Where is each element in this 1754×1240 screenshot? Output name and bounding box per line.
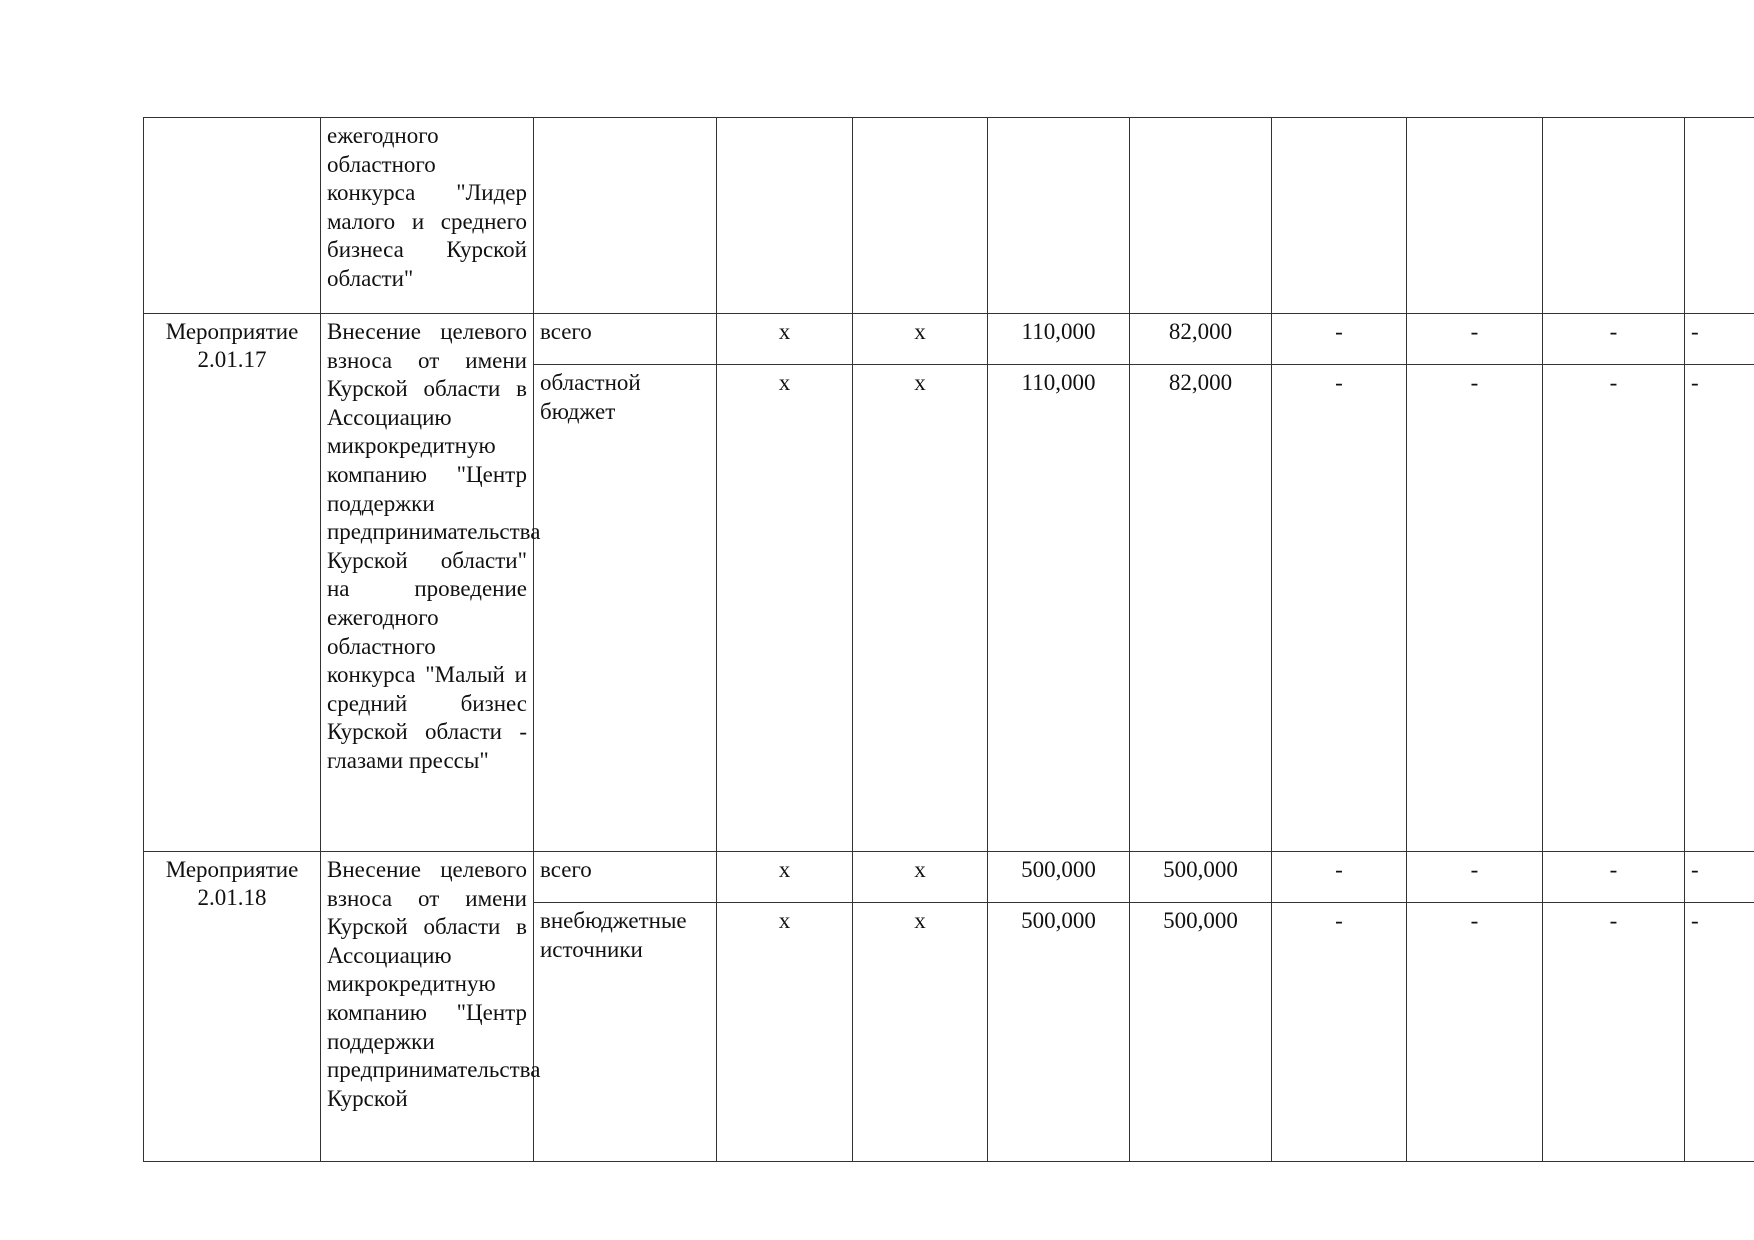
value-cell: - (1407, 852, 1543, 903)
value-cell: - (1543, 903, 1685, 1162)
event-code-cell (144, 852, 321, 1162)
source-cell: областной бюджет (534, 365, 717, 852)
value-cell: - (1407, 903, 1543, 1162)
table-row (144, 314, 1754, 365)
event-code-cell (144, 314, 321, 852)
value-cell: - (1685, 365, 1754, 852)
value-cell: 110,000 (988, 365, 1130, 852)
event-description-cell (321, 118, 534, 314)
value-cell: - (1685, 852, 1754, 903)
value-cell: х (717, 903, 853, 1162)
value-cell: - (1543, 852, 1685, 903)
event-code-label: Мероприятие (165, 857, 299, 882)
value-cell: х (853, 852, 988, 903)
value-cell: 500,000 (1130, 903, 1272, 1162)
value-cell: 500,000 (988, 852, 1130, 903)
value-cell: 82,000 (1130, 365, 1272, 852)
value-cell: х (717, 852, 853, 903)
value-cell: - (1685, 314, 1754, 365)
event-description: ежегодного областного конкурса "Лидер малого и среднего бизнеса Курской области" (327, 123, 527, 291)
event-code-label: Мероприятие (165, 319, 299, 344)
budget-table (143, 117, 1754, 1162)
event-description: Внесение целевого взноса от имени Курской области в Ассоциацию микрокредитную компанию "Центр поддержки предпринимательства Курской (327, 857, 541, 1111)
value-cell (853, 118, 988, 314)
table-row (144, 118, 1754, 314)
value-cell: - (1685, 903, 1754, 1162)
value-cell: - (1272, 314, 1407, 365)
value-cell: - (1407, 314, 1543, 365)
value-cell: х (717, 314, 853, 365)
value-cell: 500,000 (1130, 852, 1272, 903)
value-cell: 82,000 (1130, 314, 1272, 365)
event-description-cell (321, 314, 541, 852)
value-cell: - (1543, 365, 1685, 852)
value-cell (1685, 118, 1754, 314)
value-cell: - (1543, 314, 1685, 365)
source-cell: внебюджетные источники (534, 903, 717, 1162)
event-description-cell (321, 852, 541, 1162)
value-cell: х (853, 314, 988, 365)
value-cell (717, 118, 853, 314)
source-cell: всего (534, 852, 717, 903)
value-cell: - (1272, 903, 1407, 1162)
value-cell: х (853, 903, 988, 1162)
source-cell: всего (534, 314, 717, 365)
value-cell: - (1407, 365, 1543, 852)
event-description: Внесение целевого взноса от имени Курской области в Ассоциацию микрокредитную компанию "Центр поддержки предпринимательства Курской области" на проведение ежегодного областного конкурса "Малый и средний бизнес Курской области - глазами прессы" (327, 319, 541, 773)
event-code-number: 2.01.18 (197, 885, 267, 910)
value-cell (1407, 118, 1543, 314)
value-cell (1272, 118, 1407, 314)
value-cell (1130, 118, 1272, 314)
value-cell (988, 118, 1130, 314)
value-cell: х (853, 365, 988, 852)
value-cell: х (717, 365, 853, 852)
value-cell: 110,000 (988, 314, 1130, 365)
value-cell: - (1272, 365, 1407, 852)
value-cell: 500,000 (988, 903, 1130, 1162)
value-cell (1543, 118, 1685, 314)
event-code-number: 2.01.17 (197, 347, 267, 372)
source-cell (534, 118, 717, 314)
table-row (144, 852, 1754, 903)
value-cell: - (1272, 852, 1407, 903)
event-code-cell (144, 118, 321, 314)
